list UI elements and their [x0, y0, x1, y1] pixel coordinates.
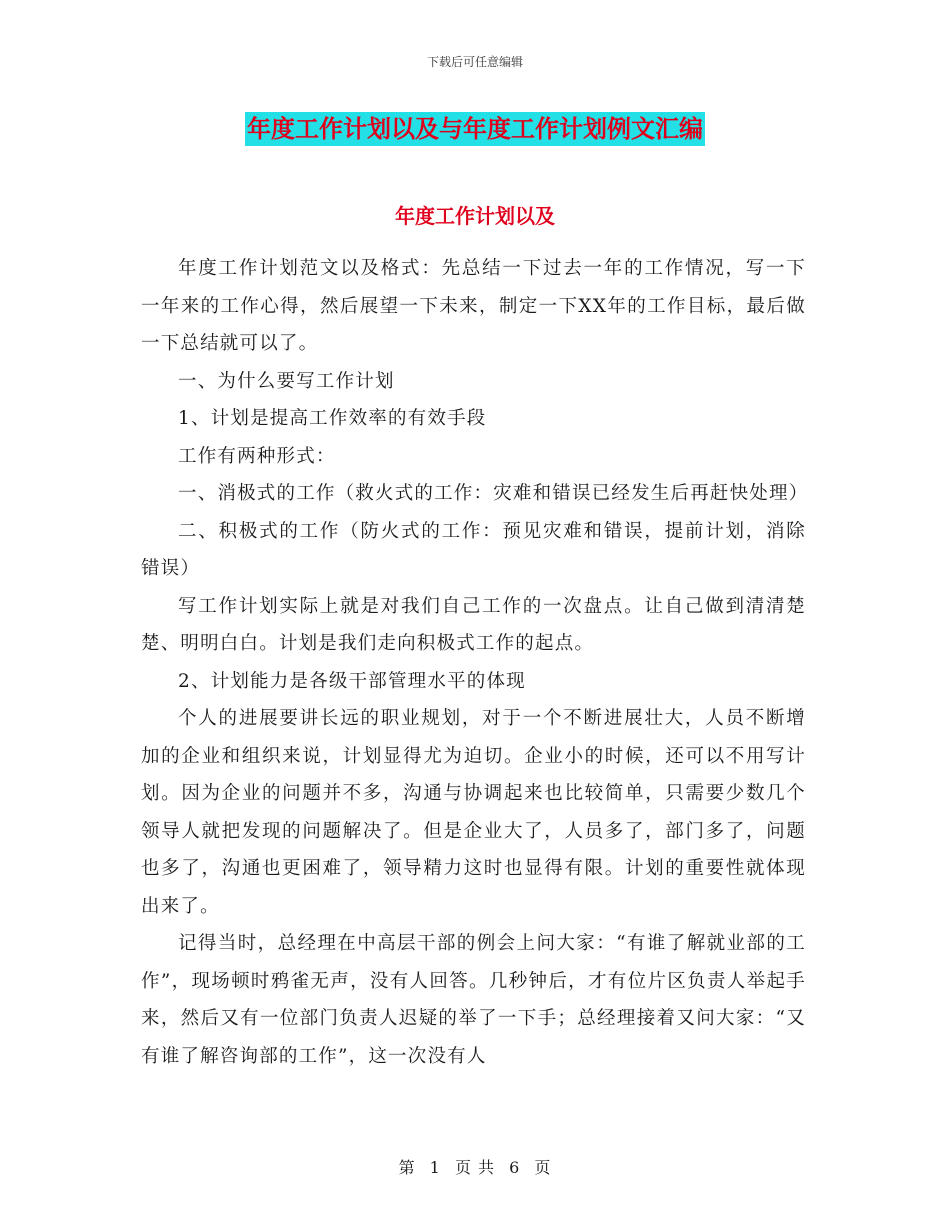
paragraph: 2、计划能力是各级干部管理水平的体现 [178, 670, 526, 692]
paragraph: 年度工作计划范文以及格式：先总结一下过去一年的工作情况，写一下一年来的工作心得，然后展望一下未来，制定一下XX年的工作目标，最后做一下总结就可以了。 [141, 258, 806, 354]
header-note: 下载后可任意编辑 [426, 55, 523, 69]
page-total: 6 [509, 1158, 521, 1177]
paragraph: 个人的进展要讲长远的职业规划，对于一个不断进展壮大，人员不断增加的企业和组织来说，计划显得尤为迫切。企业小的时候，还可以不用写计划。因为企业的问题并不多，沟通与协调起来也比较简单，只需要少数几个领导人就把发现的问题解决了。但是企业大了，人员多了，部门多了，问题也多了，沟通也更困难了，领导精力这时也显得有限。计划的重要性就体现出来了。 [141, 708, 806, 917]
document-body [141, 250, 809, 1075]
paragraph: 记得当时，总经理在中高层干部的例会上问大家：“有谁了解就业部的工作”，现场顿时鸦雀无声，没有人回答。几秒钟后，才有位片区负责人举起手来，然后又有一位部门负责人迟疑的举了一下手；总经理接着又问大家：“又有谁了解咨询部的工作”，这一次没有人 [141, 933, 806, 1067]
paragraph: 工作有两种形式： [178, 445, 336, 467]
page-current: 1 [429, 1158, 441, 1177]
paragraph: 一、为什么要写工作计划 [178, 370, 395, 392]
page-label-suffix: 页 [534, 1158, 552, 1177]
sub-title: 年度工作计划以及 [395, 204, 555, 228]
page-label-mid: 页 共 [454, 1158, 496, 1177]
page-footer [0, 1155, 950, 1178]
main-title: 年度工作计划以及与年度工作计划例文汇编 [245, 112, 705, 146]
page-label-prefix: 第 [398, 1158, 416, 1177]
paragraph: 写工作计划实际上就是对我们自己工作的一次盘点。让自己做到清清楚楚、明明白白。计划是我们走向积极式工作的起点。 [141, 595, 806, 654]
paragraph: 一、消极式的工作（救火式的工作：灾难和错误已经发生后再赶快处理） [178, 483, 809, 504]
paragraph: 1、计划是提高工作效率的有效手段 [178, 408, 487, 429]
main-title-wrap [0, 112, 950, 146]
paragraph: 二、积极式的工作（防火式的工作：预见灾难和错误，提前计划，消除错误） [141, 520, 806, 579]
